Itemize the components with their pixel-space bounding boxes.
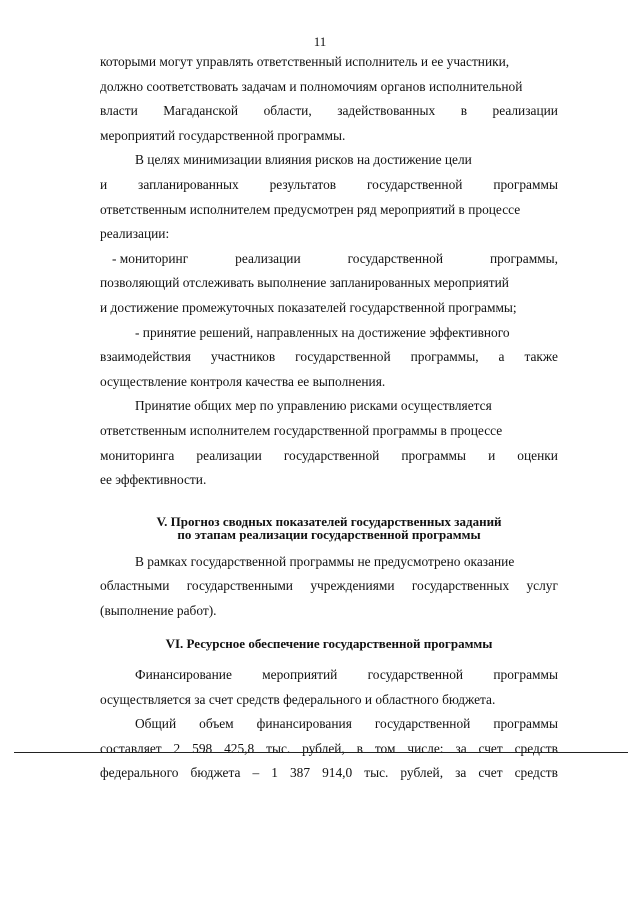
- paragraph-general-measures: [100, 394, 558, 492]
- word: рублей,: [302, 740, 345, 756]
- section-5-paragraph: [100, 550, 558, 624]
- word: тыс.: [266, 740, 291, 756]
- word: Финансирование: [135, 666, 232, 682]
- word: числе:: [407, 740, 444, 756]
- word: государственных: [411, 578, 510, 594]
- text-line-justified: [100, 737, 558, 762]
- word: учреждениями: [310, 578, 395, 594]
- word: финансирования: [256, 716, 352, 732]
- word: области,: [263, 103, 312, 119]
- text-line-justified: [100, 444, 558, 469]
- word: программы: [493, 666, 558, 682]
- section-6-paragraph: [100, 663, 558, 712]
- word: реализации: [492, 103, 558, 119]
- text-line: мероприятий государственной программы.: [100, 127, 346, 143]
- text-line: и достижение промежуточных показателей государственной программы;: [100, 299, 517, 315]
- word: власти: [100, 103, 138, 119]
- section-6-paragraph: [100, 712, 558, 786]
- word: государственными: [186, 578, 293, 594]
- text-line-justified: [100, 761, 558, 786]
- word: и: [488, 447, 496, 463]
- word: программы,: [490, 250, 558, 266]
- word: взаимодействия: [100, 349, 191, 365]
- word: счет: [478, 765, 503, 781]
- word: также: [524, 349, 558, 365]
- word: 387: [289, 765, 311, 781]
- list-item: [100, 321, 558, 395]
- text-line-justified: [100, 345, 558, 370]
- word: 425,8: [224, 740, 255, 756]
- word: государственной: [367, 176, 463, 192]
- heading-line: V. Прогноз сводных показателей государственных заданий: [156, 513, 502, 529]
- word: - мониторинг: [112, 250, 189, 266]
- word: –: [252, 765, 260, 781]
- heading-line: по этапам реализации государственной программы: [177, 527, 481, 543]
- text-line: реализации:: [100, 226, 170, 242]
- word: государственной: [295, 349, 391, 365]
- text-line-justified: [100, 247, 558, 272]
- word: областными: [100, 578, 170, 594]
- page-number: 11: [313, 34, 327, 49]
- list-item: [100, 247, 558, 321]
- word: а: [498, 349, 505, 365]
- word: бюджета: [190, 765, 241, 781]
- word: задействованных: [337, 103, 436, 119]
- text-line-justified: [100, 173, 558, 198]
- word: 914,0: [322, 765, 353, 781]
- text-line: которыми могут управлять ответственный исполнитель и ее участники,: [100, 54, 510, 69]
- word: программы: [401, 447, 467, 463]
- text-line-justified: [100, 99, 558, 124]
- section-5-heading: [100, 515, 558, 542]
- text-line: позволяющий отслеживать выполнение запланированных мероприятий: [100, 275, 509, 291]
- word: том: [374, 740, 396, 756]
- text-line: ответственным исполнителем государственной программы в процессе: [100, 422, 503, 438]
- word: реализации: [196, 447, 262, 463]
- text-line: ее эффективности.: [100, 472, 207, 488]
- text-line-justified: [100, 663, 558, 688]
- text-line-justified: [100, 712, 558, 737]
- word: оценки: [517, 447, 558, 463]
- word: 598: [192, 740, 213, 756]
- word: в: [356, 740, 363, 756]
- word: программы,: [410, 349, 479, 365]
- word: результатов: [269, 176, 337, 192]
- text-line: Принятие общих мер по управлению рисками осуществляется: [135, 398, 492, 414]
- word: государственной: [367, 666, 464, 682]
- word: составляет: [100, 740, 162, 756]
- paragraph-risk-minimization: [100, 148, 558, 246]
- text-line: ответственным исполнителем предусмотрен ряд мероприятий в процессе: [100, 201, 521, 217]
- text-line: В целях минимизации влияния рисков на достижение цели: [135, 152, 472, 168]
- word: мероприятий: [262, 666, 338, 682]
- section-6-heading: [100, 637, 558, 651]
- word: за: [455, 765, 467, 781]
- word: участников: [210, 349, 276, 365]
- word: счет: [478, 740, 503, 756]
- word: в: [460, 103, 468, 119]
- word: средств: [514, 765, 558, 781]
- word: 1: [271, 765, 278, 781]
- word: федерального: [100, 765, 179, 781]
- word: Магаданской: [163, 103, 239, 119]
- word: реализации: [235, 250, 301, 266]
- word: Общий: [135, 716, 177, 732]
- word: мониторинга: [100, 447, 175, 463]
- heading-line: VI. Ресурсное обеспечение государственной программы: [165, 636, 493, 652]
- text-line: должно соответствовать задачам и полномочиям органов исполнительной: [100, 78, 523, 94]
- word: средств: [514, 740, 558, 756]
- word: и: [100, 176, 108, 192]
- word: рублей,: [400, 765, 444, 781]
- word: программы: [493, 716, 558, 732]
- text-line: - принятие решений, направленных на достижение эффективного: [135, 324, 510, 340]
- word: государственной: [374, 716, 471, 732]
- text-line: (выполнение работ).: [100, 602, 217, 618]
- word: 2: [173, 740, 181, 756]
- text-line-justified: [100, 574, 558, 599]
- word: тыс.: [364, 765, 389, 781]
- text-line: осуществляется за счет средств федерального и областного бюджета.: [100, 691, 496, 707]
- word: запланированных: [138, 176, 239, 192]
- word: объем: [199, 716, 234, 732]
- word: государственной: [283, 447, 380, 463]
- text-line: В рамках государственной программы не предусмотрено оказание: [135, 553, 515, 569]
- text-line: осуществление контроля качества ее выполнения.: [100, 373, 386, 389]
- word: программы: [493, 176, 558, 192]
- document-body: [100, 50, 558, 786]
- word: услуг: [526, 578, 558, 594]
- word: за: [455, 740, 467, 756]
- page-footer-divider: [14, 752, 628, 753]
- paragraph-risk-management-end: [100, 50, 558, 148]
- word: государственной: [347, 250, 444, 266]
